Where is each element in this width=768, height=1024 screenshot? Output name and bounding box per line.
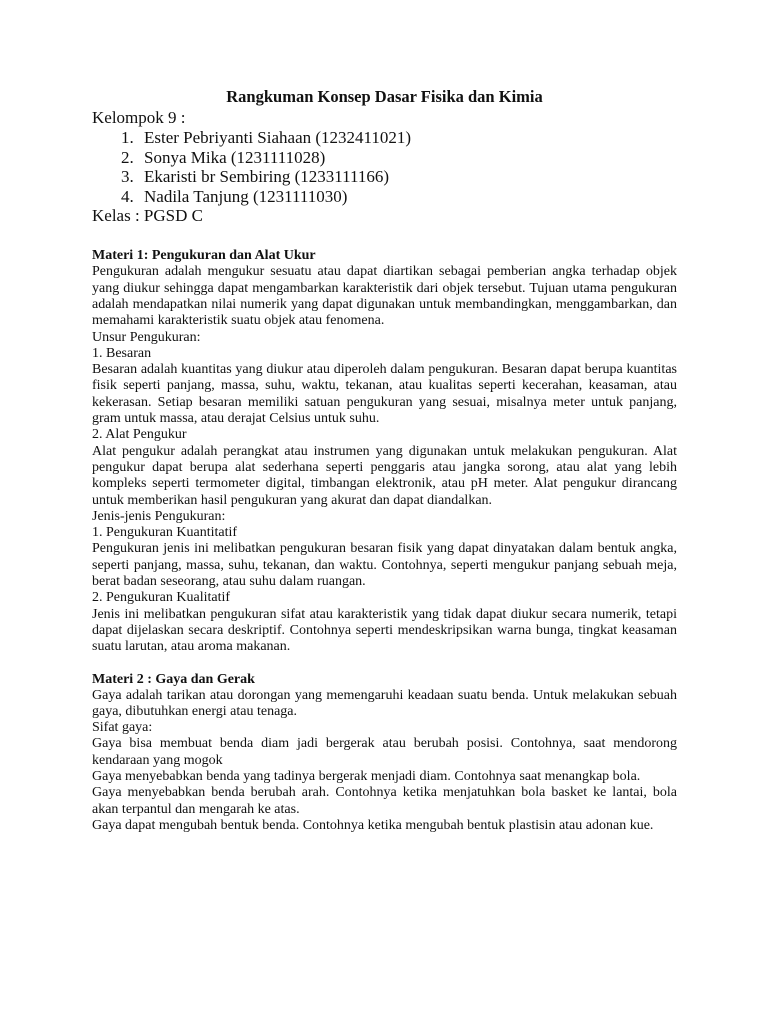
- besaran-label: 1. Besaran: [92, 345, 152, 361]
- alat-label: 2. Alat Pengukur: [92, 427, 187, 443]
- document-content: [92, 86, 677, 834]
- member-item: 2. Sonya Mika (1231111028): [138, 148, 677, 168]
- kuantitatif-label: 1. Pengukuran Kuantitatif: [92, 525, 238, 541]
- sifat-item: Gaya menyebabkan benda berubah arah. Contohnya ketika menjatuhkan bola basket ke lantai, bola akan terpantul dan mengarah ke atas.: [92, 785, 677, 817]
- jenis-label: Jenis-jenis Pengukuran:: [92, 508, 226, 524]
- materi2-intro: Gaya adalah tarikan atau dorongan yang memengaruhi keadaan suatu benda. Untuk melakukan sebuah gaya, dibutuhkan energi atau tenaga.: [92, 687, 677, 719]
- sifat-label: Sifat gaya:: [92, 720, 153, 736]
- class-label: Kelas : PGSD C: [92, 206, 203, 226]
- besaran-text: Besaran adalah kuantitas yang diukur atau diperoleh dalam pengukuran. Besaran dapat berupa kuantitas fisik seperti panjang, massa, suhu, waktu, tekanan, atau kualitas seperti kecerahan, keasaman, atau kekerasan. Setiap besaran memiliki satuan pengukuran yang sesuai, misalnya meter untuk panjang, gram untuk massa, atau derajat Celsius untuk suhu.: [92, 362, 677, 427]
- materi2-heading: Materi 2 : Gaya dan Gerak: [92, 671, 255, 687]
- member-item: 1. Ester Pebriyanti Siahaan (1232411021): [138, 128, 677, 148]
- member-list: [92, 128, 677, 206]
- sifat-item: Gaya menyebabkan benda yang tadinya bergerak menjadi diam. Contohnya saat menangkap bola.: [92, 768, 641, 784]
- member-item: 3. Ekaristi br Sembiring (1233111166): [138, 167, 677, 187]
- kualitatif-label: 2. Pengukuran Kualitatif: [92, 590, 231, 606]
- document-title: Rangkuman Konsep Dasar Fisika dan Kimia: [226, 87, 543, 106]
- kuantitatif-text: Pengukuran jenis ini melibatkan pengukuran besaran fisik yang dapat dinyatakan dalam bentuk angka, seperti panjang, massa, suhu, tekanan, dan waktu. Contohnya, seperti mengukur panjang sebuah meja, berat badan seseorang, atau suhu dalam ruangan.: [92, 541, 677, 590]
- materi1-heading: Materi 1: Pengukuran dan Alat Ukur: [92, 248, 316, 264]
- member-item: 4. Nadila Tanjung (1231111030): [138, 187, 677, 207]
- materi1-intro: Pengukuran adalah mengukur sesuatu atau dapat diartikan sebagai pemberian angka terhadap objek yang diukur sehingga dapat mengambarkan karakteristik dari objek tersebut. Tujuan utama pengukuran adalah mendapatkan nilai numerik yang dapat digunakan untuk membandingkan, menggambarkan, dan memahami karakteristik suatu objek atau fenomena.: [92, 264, 677, 329]
- sifat-item: Gaya bisa membuat benda diam jadi bergerak atau berubah posisi. Contohnya, saat mendorong kendaraan yang mogok: [92, 736, 677, 768]
- sifat-item: Gaya dapat mengubah bentuk benda. Contohnya ketika mengubah bentuk plastisin atau adonan kue.: [92, 817, 654, 833]
- group-label: Kelompok 9 :: [92, 108, 186, 127]
- unsur-label: Unsur Pengukuran:: [92, 329, 201, 345]
- alat-text: Alat pengukur adalah perangkat atau instrumen yang digunakan untuk melakukan pengukuran. Alat pengukur dapat berupa alat sederhana seperti penggaris atau jangka sorong, atau alat yang lebih kompleks seperti termometer digital, timbangan elektronik, atau pH meter. Alat pengukur dirancang untuk memberikan hasil pengukuran yang akurat dan dapat diandalkan.: [92, 443, 677, 508]
- kualitatif-text: Jenis ini melibatkan pengukuran sifat atau karakteristik yang tidak dapat diukur secara numerik, tetapi dapat dijelaskan secara deskriptif. Contohnya seperti mendeskripsikan warna bunga, tingkat keasaman suatu larutan, atau aroma makanan.: [92, 606, 677, 655]
